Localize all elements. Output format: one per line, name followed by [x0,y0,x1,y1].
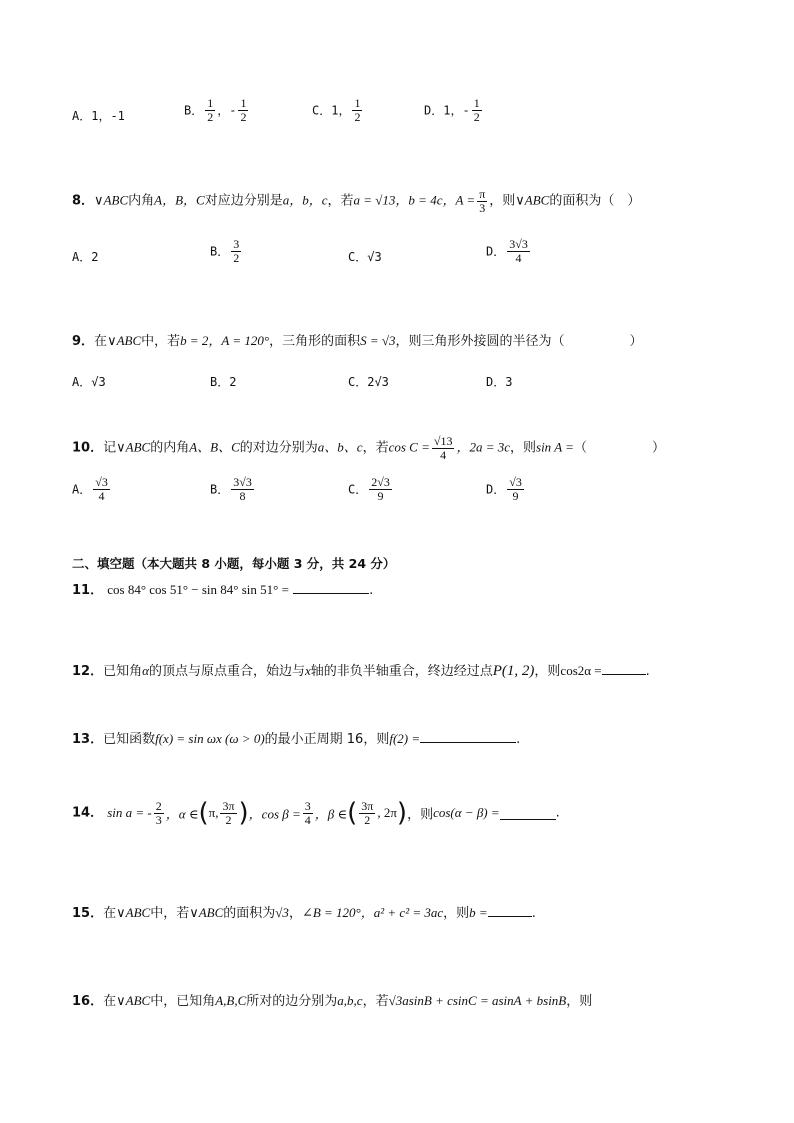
q9-option-a: A．√3 [72,375,106,389]
answer-blank[interactable] [488,904,532,917]
q9-option-c: C．2√3 [348,375,389,389]
answer-blank[interactable] [602,662,646,675]
question-12: 12．已知角α的顶点与原点重合，始边与x轴的非负半轴重合，终边经过点P(1, 2)，则cos2α = . [72,663,650,679]
q7-option-c: C．1， $\frac{1}{2}$ [312,96,361,124]
q8-option-b: B． $\frac{3}{2}$ [210,237,240,265]
q10-option-c: C． $\frac{2√3}{9}$ [348,475,390,503]
q9-option-d: D．3 [486,375,513,389]
q7-option-a: A．1，-1 [72,109,125,123]
question-9: 9．在∨ABC中，若b = 2，A = 120°，三角形的面积S = √3，则三角形外接圆的半径为（ ） [72,333,643,349]
section-heading: 二、填空题（本大题共 8 小题，每小题 3 分，共 24 分） [72,556,396,571]
q8-option-c: C．√3 [348,250,382,264]
question-16: 16．在∨ABC中，已知角A,B,C所对的边分别为a,b,c，若√3asinB + csinC = asinA + bsinB，则 [72,993,593,1009]
q10-option-d: D． $\frac{√3}{9}$ [486,475,522,503]
question-10: 10．记∨ABC的内角A、B、C的对边分别为a、b、c，若cos C = $\frac{√13}{4}$ ，2a = 3c，则sin A =（ ） [72,434,665,462]
answer-blank[interactable] [420,730,516,743]
question-11: 11． cos 84° cos 51° − sin 84° sin 51° = . [72,582,374,598]
right-paren-icon: ) [396,798,408,829]
question-13: 13．已知函数f(x) = sin ωx (ω > 0)的最小正周期 16，则f(2) = . [72,731,521,747]
q7-option-b: B． $\frac{1}{2}$ ，- $\frac{1}{2}$ [184,96,247,124]
answer-blank[interactable] [500,807,556,820]
q7-option-d: D．1，- $\frac{1}{2}$ [424,96,480,124]
question-15: 15．在∨ABC中，若∨ABC的面积为√3，∠B = 120°，a² + c² = 3ac，则b = . [72,905,536,921]
right-paren-icon: ) [238,798,249,829]
q8-option-d: D． $\frac{3√3}{4}$ [486,237,528,265]
q10-option-a: A． $\frac{√3}{4}$ [72,475,108,503]
question-8: 8．∨ABC内角A，B，C对应边分别是a，b，c，若a = √13，b = 4c，A = $\frac{\pi}{3}$ ，则∨ABC的面积为（ ） [72,187,641,215]
q10-option-b: B． $\frac{3√3}{8}$ [210,475,252,503]
q9-option-b: B．2 [210,375,237,389]
question-14: 14． sin a = - $\frac{2}{3}$ ，α ∈(π, $\frac{3\pi}{2}$ )，cos β = $\frac{3}{4}$ ，β ∈( $\frac{3\pi}{2}$ , 2π)，则cos(α − β) = . [72,798,560,829]
left-paren-icon: ( [198,798,209,829]
q8-option-a: A．2 [72,250,99,264]
left-paren-icon: ( [347,798,358,829]
answer-blank[interactable] [293,581,369,594]
